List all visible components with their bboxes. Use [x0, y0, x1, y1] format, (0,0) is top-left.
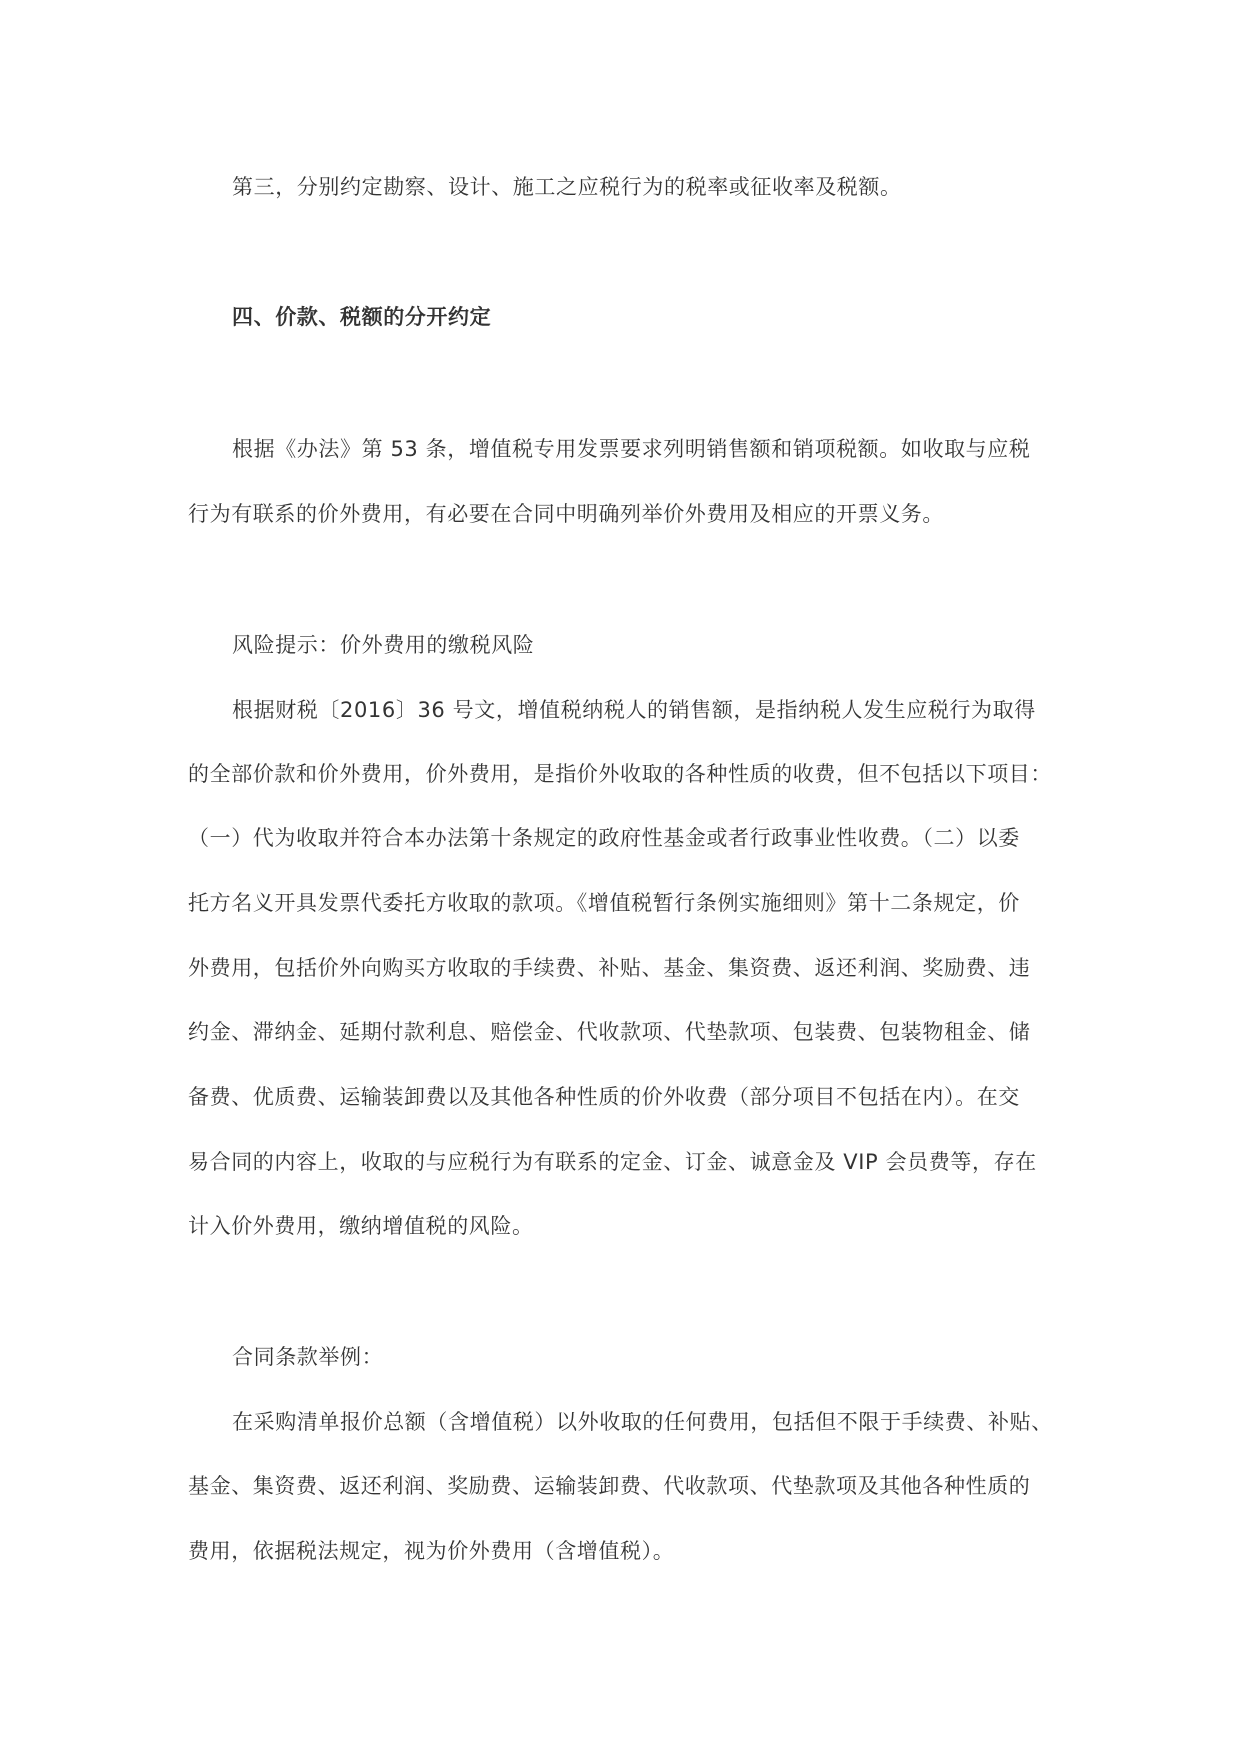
paragraph-line: 托方名义开具发票代委托方收取的款项。《增值税暂行条例实施细则》第十二条规定，价: [188, 891, 1020, 915]
paragraph-line: 在采购清单报价总额（含增值税）以外收取的任何费用，包括但不限于手续费、补贴、: [232, 1410, 1053, 1434]
paragraph-line: 备费、优质费、运输装卸费以及其他各种性质的价外收费（部分项目不包括在内）。在交: [188, 1085, 1020, 1109]
contract-example-title: 合同条款举例：: [232, 1345, 384, 1369]
paragraph-line: 约金、滞纳金、延期付款利息、赔偿金、代收款项、代垫款项、包装费、包装物租金、储: [188, 1020, 1031, 1044]
risk-warning-title: 风险提示：价外费用的缴税风险: [232, 633, 535, 657]
paragraph-line: 的全部价款和价外费用，价外费用，是指价外收取的各种性质的收费，但不包括以下项目：: [188, 762, 1052, 786]
paragraph-line: 根据《办法》第 53 条，增值税专用发票要求列明销售额和销项税额。如收取与应税: [232, 437, 1031, 461]
paragraph-line: 外费用，包括价外向购买方收取的手续费、补贴、基金、集资费、返还利润、奖励费、违: [188, 956, 1031, 980]
paragraph-line: 费用，依据税法规定，视为价外费用（含增值税）。: [188, 1539, 675, 1563]
section-heading-4: 四、价款、税额的分开约定: [232, 305, 492, 329]
paragraph-line: 易合同的内容上，收取的与应税行为有联系的定金、订金、诚意金及 VIP 会员费等，存在: [188, 1150, 1037, 1174]
paragraph-tax-rate-line: 第三，分别约定勘察、设计、施工之应税行为的税率或征收率及税额。: [232, 175, 902, 199]
paragraph-line: 根据财税〔2016〕36 号文，增值税纳税人的销售额，是指纳税人发生应税行为取得: [232, 698, 1036, 722]
paragraph-line: （一）代为收取并符合本办法第十条规定的政府性基金或者行政事业性收费。（二）以委: [188, 826, 1020, 850]
paragraph-line: 计入价外费用，缴纳增值税的风险。: [188, 1214, 534, 1238]
paragraph-line: 行为有联系的价外费用，有必要在合同中明确列举价外费用及相应的开票义务。: [188, 502, 944, 526]
paragraph-line: 基金、集资费、返还利润、奖励费、运输装卸费、代收款项、代垫款项及其他各种性质的: [188, 1474, 1031, 1498]
